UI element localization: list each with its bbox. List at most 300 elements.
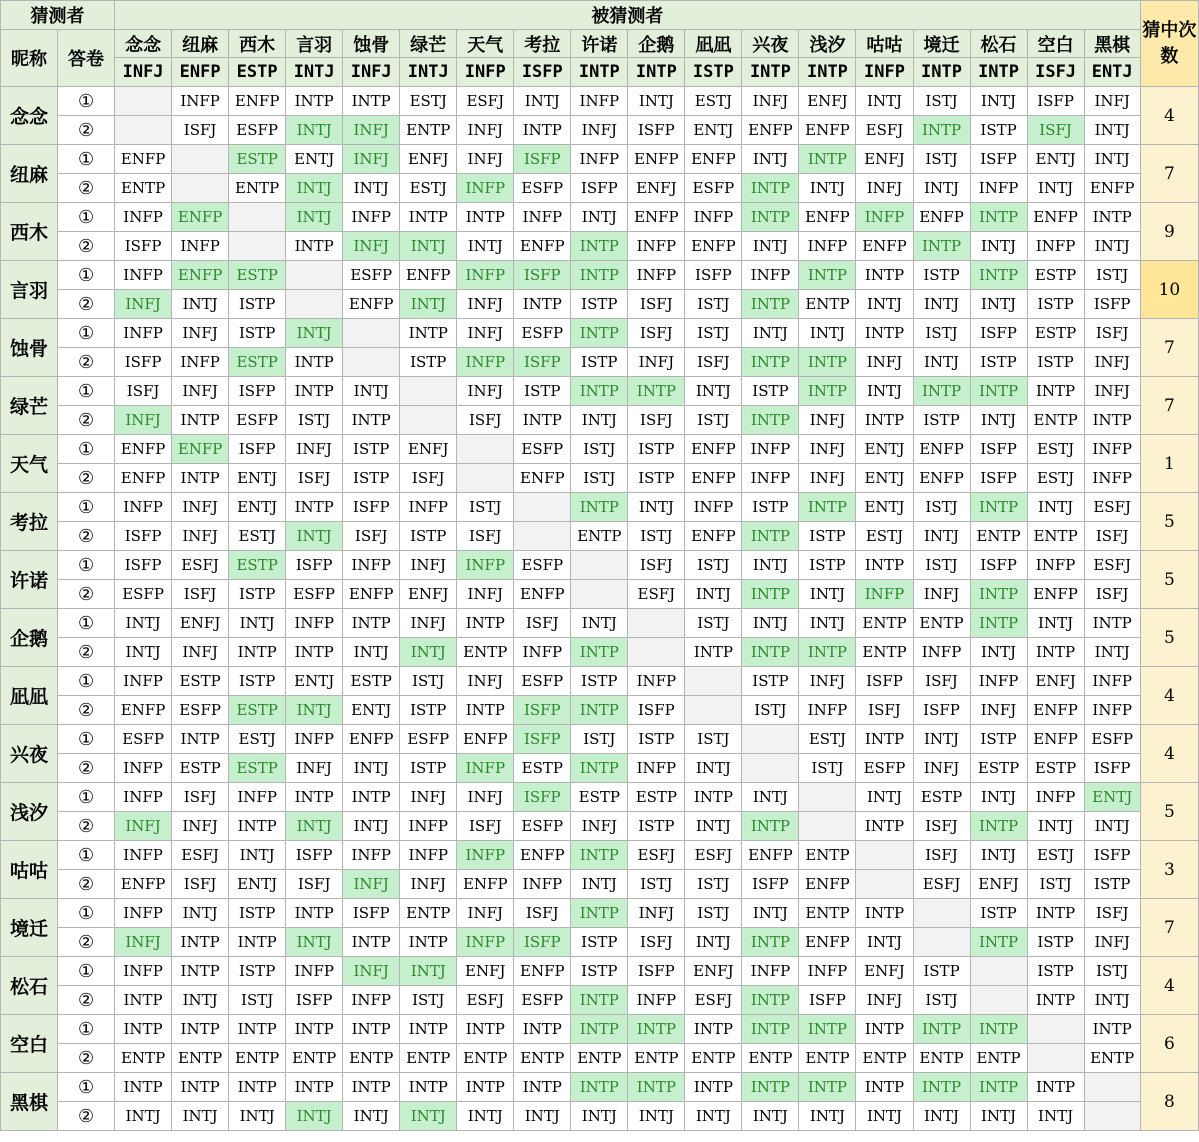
self-cell xyxy=(343,319,400,348)
self-cell xyxy=(115,116,172,145)
guess-cell: INFJ xyxy=(115,928,172,957)
guesser-row xyxy=(1,667,1199,696)
guess-cell: ENTP xyxy=(1027,406,1084,435)
guess-cell: INFP xyxy=(457,348,514,377)
guessed-name-7: 考拉 xyxy=(514,30,571,58)
guess-cell: ENTP xyxy=(970,1044,1027,1073)
guess-cell: INTP xyxy=(742,812,799,841)
guess-cell: ESTP xyxy=(229,551,286,580)
hit-count-value: 4 xyxy=(1140,725,1198,783)
guess-cell: INTJ xyxy=(1027,1102,1084,1131)
guess-cell: ISFP xyxy=(628,116,685,145)
guess-cell: ISTP xyxy=(571,957,628,986)
guess-cell: ENFP xyxy=(913,203,970,232)
guess-cell: ENFP xyxy=(799,116,856,145)
hit-count-value: 7 xyxy=(1140,377,1198,435)
guess-cell: ISTP xyxy=(229,899,286,928)
self-cell xyxy=(1027,1044,1084,1073)
guess-cell: ENTP xyxy=(799,290,856,319)
guess-cell: INTP xyxy=(343,609,400,638)
guess-cell: INTP xyxy=(571,261,628,290)
guess-cell: INFP xyxy=(115,841,172,870)
guess-cell: INTJ xyxy=(970,783,1027,812)
guess-cell: INFP xyxy=(514,203,571,232)
guess-cell: ENTP xyxy=(799,899,856,928)
guess-cell: INFJ xyxy=(856,174,913,203)
guess-cell: INTJ xyxy=(400,957,457,986)
guess-cell: INTJ xyxy=(286,812,343,841)
guess-cell: INFP xyxy=(628,261,685,290)
guesser-row xyxy=(1,348,1199,377)
guess-cell: ESTJ xyxy=(1027,841,1084,870)
guess-cell: INTP xyxy=(571,841,628,870)
guess-cell: INTP xyxy=(286,87,343,116)
guess-cell: INTP xyxy=(742,203,799,232)
guess-cell: ISTP xyxy=(1027,957,1084,986)
guess-cell: INFP xyxy=(400,841,457,870)
guess-cell: ISFP xyxy=(970,464,1027,493)
guess-cell: ISTP xyxy=(742,493,799,522)
guess-cell: INTP xyxy=(172,928,229,957)
guess-cell: ENFP xyxy=(628,203,685,232)
guess-cell: INTP xyxy=(799,493,856,522)
guess-cell: ISFP xyxy=(514,696,571,725)
guess-cell: INTP xyxy=(457,1015,514,1044)
guesser-row xyxy=(1,522,1199,551)
guessed-name-16: 空白 xyxy=(1027,30,1084,58)
guess-cell: ENTP xyxy=(400,1044,457,1073)
guess-cell: INTP xyxy=(970,1073,1027,1102)
guess-cell: INFJ xyxy=(343,870,400,899)
guess-cell: ISTJ xyxy=(628,522,685,551)
guess-cell: INFJ xyxy=(115,406,172,435)
guessed-name-9: 企鹅 xyxy=(628,30,685,58)
guess-cell: INTJ xyxy=(913,174,970,203)
guess-cell: ENFP xyxy=(115,696,172,725)
guess-cell: INTP xyxy=(514,116,571,145)
self-cell xyxy=(286,261,343,290)
guess-cell: ENFJ xyxy=(400,435,457,464)
guess-cell: ISTJ xyxy=(1084,957,1140,986)
guess-cell: INTJ xyxy=(1084,812,1140,841)
header-row-1 xyxy=(1,1,1199,30)
self-cell xyxy=(229,232,286,261)
guess-cell: ISFJ xyxy=(400,464,457,493)
guess-cell: ISTP xyxy=(913,957,970,986)
hit-count-value: 7 xyxy=(1140,145,1198,203)
guess-cell: INTJ xyxy=(514,87,571,116)
guess-cell: ESTP xyxy=(913,783,970,812)
guess-cell: ENFP xyxy=(172,261,229,290)
guess-cell: INTP xyxy=(229,1015,286,1044)
guesser-row xyxy=(1,1015,1199,1044)
guess-cell: ESFP xyxy=(229,406,286,435)
guess-cell: INFJ xyxy=(628,348,685,377)
guess-cell: ISFP xyxy=(514,725,571,754)
guess-cell: INFJ xyxy=(400,551,457,580)
guess-cell: ISTP xyxy=(628,464,685,493)
guess-cell: ISFP xyxy=(913,696,970,725)
guess-cell: INTP xyxy=(628,1073,685,1102)
guessed-header: 被猜测者 xyxy=(115,1,1141,30)
guess-cell: INTP xyxy=(628,1015,685,1044)
self-cell xyxy=(856,870,913,899)
guess-cell: ENFP xyxy=(685,522,742,551)
guess-cell: INTP xyxy=(970,928,1027,957)
guess-cell: ISTP xyxy=(343,464,400,493)
guess-cell: ISTP xyxy=(913,261,970,290)
guess-cell: INFP xyxy=(742,435,799,464)
guess-cell: INFP xyxy=(457,754,514,783)
nickname-header: 昵称 xyxy=(1,30,58,87)
guess-cell: INFP xyxy=(571,145,628,174)
guess-cell: INTJ xyxy=(286,522,343,551)
guess-cell: INTJ xyxy=(856,377,913,406)
guess-cell: INTJ xyxy=(628,87,685,116)
guess-cell: INTP xyxy=(400,203,457,232)
guess-cell: INTJ xyxy=(229,609,286,638)
guess-cell: INTP xyxy=(970,609,1027,638)
answer-sheet-mark: ② xyxy=(58,290,115,319)
guess-cell: INTJ xyxy=(742,551,799,580)
guess-cell: ENFP xyxy=(685,464,742,493)
guess-cell: INFP xyxy=(115,319,172,348)
guess-cell: INFP xyxy=(742,464,799,493)
guess-cell: INTP xyxy=(799,261,856,290)
guess-cell: INTJ xyxy=(685,580,742,609)
guess-cell: ISTJ xyxy=(913,551,970,580)
hit-count-value: 3 xyxy=(1140,841,1198,899)
guess-cell: ISTJ xyxy=(742,696,799,725)
guess-cell: INTJ xyxy=(1084,116,1140,145)
guess-cell: ISTP xyxy=(514,377,571,406)
guesser-nickname: 空白 xyxy=(1,1015,58,1073)
self-cell xyxy=(229,203,286,232)
guess-cell: INTJ xyxy=(913,725,970,754)
guesser-row xyxy=(1,464,1199,493)
guess-cell: INTP xyxy=(115,986,172,1015)
guess-cell: INFJ xyxy=(799,667,856,696)
guess-cell: INTJ xyxy=(286,319,343,348)
guessed-name-2: 西木 xyxy=(229,30,286,58)
guess-cell: INTJ xyxy=(172,290,229,319)
guess-cell: ISTJ xyxy=(400,667,457,696)
guess-cell: ESTP xyxy=(172,754,229,783)
guess-cell: INFP xyxy=(457,841,514,870)
guess-cell: ENFP xyxy=(115,435,172,464)
self-cell xyxy=(571,551,628,580)
guess-cell: INTJ xyxy=(856,783,913,812)
guess-cell: INTJ xyxy=(742,899,799,928)
guess-cell: ENFJ xyxy=(172,609,229,638)
guess-cell: ISTP xyxy=(742,667,799,696)
guess-cell: INTJ xyxy=(571,1102,628,1131)
guess-cell: INTP xyxy=(742,522,799,551)
guess-cell: INFP xyxy=(115,899,172,928)
guessed-name-15: 松石 xyxy=(970,30,1027,58)
guessed-name-13: 咕咕 xyxy=(856,30,913,58)
guess-cell: ISTJ xyxy=(913,87,970,116)
guess-cell: INTP xyxy=(400,1015,457,1044)
guessed-mbti-2: ESTP xyxy=(229,58,286,87)
guess-cell: INFJ xyxy=(457,377,514,406)
guess-cell: ISTP xyxy=(970,725,1027,754)
guesser-row xyxy=(1,696,1199,725)
guess-cell: INFJ xyxy=(799,464,856,493)
guess-cell: INTP xyxy=(1027,986,1084,1015)
guess-cell: INTP xyxy=(571,377,628,406)
hit-count-value: 8 xyxy=(1140,1073,1198,1131)
guessed-mbti-16: ISFJ xyxy=(1027,58,1084,87)
guess-cell: ESFJ xyxy=(913,870,970,899)
guess-cell: ENFP xyxy=(799,870,856,899)
guess-cell: ISTP xyxy=(1027,928,1084,957)
guess-cell: INFP xyxy=(742,261,799,290)
hit-count-value: 1 xyxy=(1140,435,1198,493)
guess-cell: ENFJ xyxy=(400,145,457,174)
answer-sheet-mark: ② xyxy=(58,638,115,667)
guess-cell: ISTJ xyxy=(913,493,970,522)
guess-cell: ENTJ xyxy=(229,870,286,899)
self-cell xyxy=(514,522,571,551)
guess-cell: INTP xyxy=(970,812,1027,841)
guess-cell: ENTP xyxy=(457,1044,514,1073)
guess-cell: INTJ xyxy=(1027,609,1084,638)
guess-cell: INFJ xyxy=(172,377,229,406)
guess-cell: INTP xyxy=(286,1015,343,1044)
guess-cell: INFP xyxy=(799,696,856,725)
answer-sheet-mark: ② xyxy=(58,174,115,203)
guess-cell: INFP xyxy=(115,261,172,290)
guess-cell: INTP xyxy=(856,406,913,435)
guess-cell: ESTP xyxy=(229,348,286,377)
guess-cell: ISFP xyxy=(970,319,1027,348)
guess-cell: ESFP xyxy=(343,261,400,290)
guess-cell: INFP xyxy=(457,261,514,290)
guess-cell: ESFJ xyxy=(685,986,742,1015)
guess-cell: INFP xyxy=(799,232,856,261)
guess-cell: ESFP xyxy=(172,696,229,725)
guess-cell: INFJ xyxy=(1084,87,1140,116)
guess-cell: ISTJ xyxy=(400,986,457,1015)
guess-cell: INTJ xyxy=(1027,174,1084,203)
guesser-row xyxy=(1,841,1199,870)
guess-cell: ESTP xyxy=(172,667,229,696)
guessed-mbti-3: INTJ xyxy=(286,58,343,87)
guess-cell: INTJ xyxy=(799,319,856,348)
guess-cell: ISFJ xyxy=(343,522,400,551)
guesser-nickname: 黑棋 xyxy=(1,1073,58,1131)
guess-cell: INTP xyxy=(856,261,913,290)
guess-cell: ISTP xyxy=(571,667,628,696)
guess-cell: ENFP xyxy=(1027,203,1084,232)
guess-cell: INTP xyxy=(343,1015,400,1044)
answer-sheet-mark: ① xyxy=(58,145,115,174)
guess-cell: ISTJ xyxy=(913,319,970,348)
guess-cell: ISFP xyxy=(742,870,799,899)
guess-cell: INFJ xyxy=(115,290,172,319)
guess-cell: INTJ xyxy=(571,203,628,232)
guess-cell: ESFJ xyxy=(172,841,229,870)
guess-cell: ISFP xyxy=(628,696,685,725)
guess-cell: ESFP xyxy=(514,319,571,348)
guess-cell: ISFP xyxy=(286,986,343,1015)
guess-cell: INFP xyxy=(115,203,172,232)
guess-cell: ISFP xyxy=(229,377,286,406)
guess-cell: INFJ xyxy=(172,319,229,348)
guess-cell: INTP xyxy=(799,377,856,406)
guess-cell: ISTP xyxy=(913,406,970,435)
guess-cell: ENFP xyxy=(343,580,400,609)
guess-cell: ENTP xyxy=(400,899,457,928)
guess-cell: ENTP xyxy=(514,1044,571,1073)
guess-cell: INFJ xyxy=(457,667,514,696)
answer-sheet-mark: ② xyxy=(58,928,115,957)
self-cell xyxy=(514,493,571,522)
guess-cell: INTP xyxy=(115,1015,172,1044)
guess-cell: ISFJ xyxy=(1084,580,1140,609)
guess-cell: ISTJ xyxy=(571,725,628,754)
guess-cell: INTP xyxy=(571,1073,628,1102)
guess-cell: ISFJ xyxy=(628,290,685,319)
guess-cell: INFJ xyxy=(457,580,514,609)
guess-cell: INFJ xyxy=(457,899,514,928)
guessed-name-6: 天气 xyxy=(457,30,514,58)
guess-cell: INTP xyxy=(172,1015,229,1044)
guess-cell: INTP xyxy=(571,1015,628,1044)
guesser-nickname: 蚀骨 xyxy=(1,319,58,377)
guess-cell: INTP xyxy=(799,348,856,377)
guess-cell: INTJ xyxy=(913,522,970,551)
guess-cell: INTJ xyxy=(742,609,799,638)
guess-cell: INTP xyxy=(685,783,742,812)
guesser-row xyxy=(1,609,1199,638)
guessed-name-0: 念念 xyxy=(115,30,172,58)
guess-cell: INFP xyxy=(799,957,856,986)
guess-cell: ISFJ xyxy=(457,812,514,841)
self-cell xyxy=(457,464,514,493)
guess-cell: INTP xyxy=(913,1015,970,1044)
guess-cell: INTP xyxy=(172,406,229,435)
guess-cell: ENFP xyxy=(628,145,685,174)
guess-cell: INTJ xyxy=(856,290,913,319)
guesser-row xyxy=(1,87,1199,116)
self-cell xyxy=(970,986,1027,1015)
hit-count-value: 10 xyxy=(1140,261,1198,319)
guess-cell: INTJ xyxy=(742,783,799,812)
guess-cell: INTJ xyxy=(286,696,343,725)
guess-cell: ENTJ xyxy=(856,493,913,522)
guess-cell: ISTP xyxy=(628,725,685,754)
guess-cell: ENFP xyxy=(514,580,571,609)
guess-cell: ESFJ xyxy=(172,551,229,580)
guess-cell: INFJ xyxy=(742,87,799,116)
answer-sheet-mark: ② xyxy=(58,1102,115,1131)
guess-cell: INTP xyxy=(913,1073,970,1102)
hit-count-value: 9 xyxy=(1140,203,1198,261)
guess-cell: ISTP xyxy=(799,551,856,580)
guess-cell: INFP xyxy=(628,667,685,696)
guess-cell: INFJ xyxy=(970,696,1027,725)
guess-cell: INTP xyxy=(571,899,628,928)
self-cell xyxy=(172,145,229,174)
guess-cell: INFJ xyxy=(571,812,628,841)
guess-cell: ENFJ xyxy=(1027,667,1084,696)
guess-cell: INTP xyxy=(571,986,628,1015)
guess-cell: ENTJ xyxy=(286,145,343,174)
guess-cell: ISFP xyxy=(514,261,571,290)
guess-cell: ENTP xyxy=(799,841,856,870)
guess-cell: ISTP xyxy=(571,348,628,377)
guess-cell: ESFJ xyxy=(457,986,514,1015)
guess-cell: ISTP xyxy=(229,290,286,319)
guess-cell: ENFP xyxy=(913,464,970,493)
guess-cell: INFJ xyxy=(400,609,457,638)
guess-cell: INTJ xyxy=(343,174,400,203)
self-cell xyxy=(400,406,457,435)
guess-cell: INFJ xyxy=(400,870,457,899)
guess-cell: INTP xyxy=(115,1073,172,1102)
guesser-nickname: 松石 xyxy=(1,957,58,1015)
guess-cell: ENFP xyxy=(514,841,571,870)
guess-cell: ISTJ xyxy=(685,609,742,638)
guesser-nickname: 言羽 xyxy=(1,261,58,319)
guess-cell: INTJ xyxy=(457,232,514,261)
guesser-nickname: 许诺 xyxy=(1,551,58,609)
guess-cell: ISFJ xyxy=(1084,522,1140,551)
guess-cell: ISTJ xyxy=(571,435,628,464)
guess-cell: ISFJ xyxy=(628,406,685,435)
guess-cell: INTJ xyxy=(913,1102,970,1131)
guess-cell: INFP xyxy=(172,87,229,116)
guess-cell: INTJ xyxy=(571,609,628,638)
guess-cell: ISTP xyxy=(400,522,457,551)
guesser-nickname: 天气 xyxy=(1,435,58,493)
guess-cell: INFP xyxy=(1027,783,1084,812)
guess-cell: ESTP xyxy=(229,145,286,174)
guessed-mbti-4: INFJ xyxy=(343,58,400,87)
guess-cell: ISTP xyxy=(970,348,1027,377)
guesser-row xyxy=(1,754,1199,783)
guess-cell: ISTJ xyxy=(913,986,970,1015)
guess-cell: INFJ xyxy=(856,986,913,1015)
guess-cell: INFP xyxy=(685,203,742,232)
guess-cell: ENTP xyxy=(343,1044,400,1073)
guess-cell: INTJ xyxy=(970,87,1027,116)
guess-cell: INTP xyxy=(172,957,229,986)
guesser-nickname: 凪凪 xyxy=(1,667,58,725)
guess-cell: ENTP xyxy=(856,609,913,638)
guess-cell: INTP xyxy=(1084,406,1140,435)
guess-cell: INFP xyxy=(970,174,1027,203)
guess-cell: ISTP xyxy=(742,377,799,406)
guess-cell: INFP xyxy=(457,551,514,580)
guess-cell: INTJ xyxy=(172,986,229,1015)
guess-cell: ENFP xyxy=(856,232,913,261)
guess-cell: ENTP xyxy=(913,1044,970,1073)
guess-cell: ISTJ xyxy=(571,464,628,493)
guess-cell: INFJ xyxy=(799,406,856,435)
guess-cell: ISFP xyxy=(514,928,571,957)
guess-cell: ENTP xyxy=(970,522,1027,551)
guess-cell: ISFP xyxy=(970,145,1027,174)
guess-cell: ISTJ xyxy=(685,551,742,580)
guesser-row xyxy=(1,290,1199,319)
guess-cell: INTJ xyxy=(685,1102,742,1131)
guess-cell: INFJ xyxy=(457,319,514,348)
guess-cell: ESTJ xyxy=(1027,435,1084,464)
guess-cell: INTJ xyxy=(400,290,457,319)
